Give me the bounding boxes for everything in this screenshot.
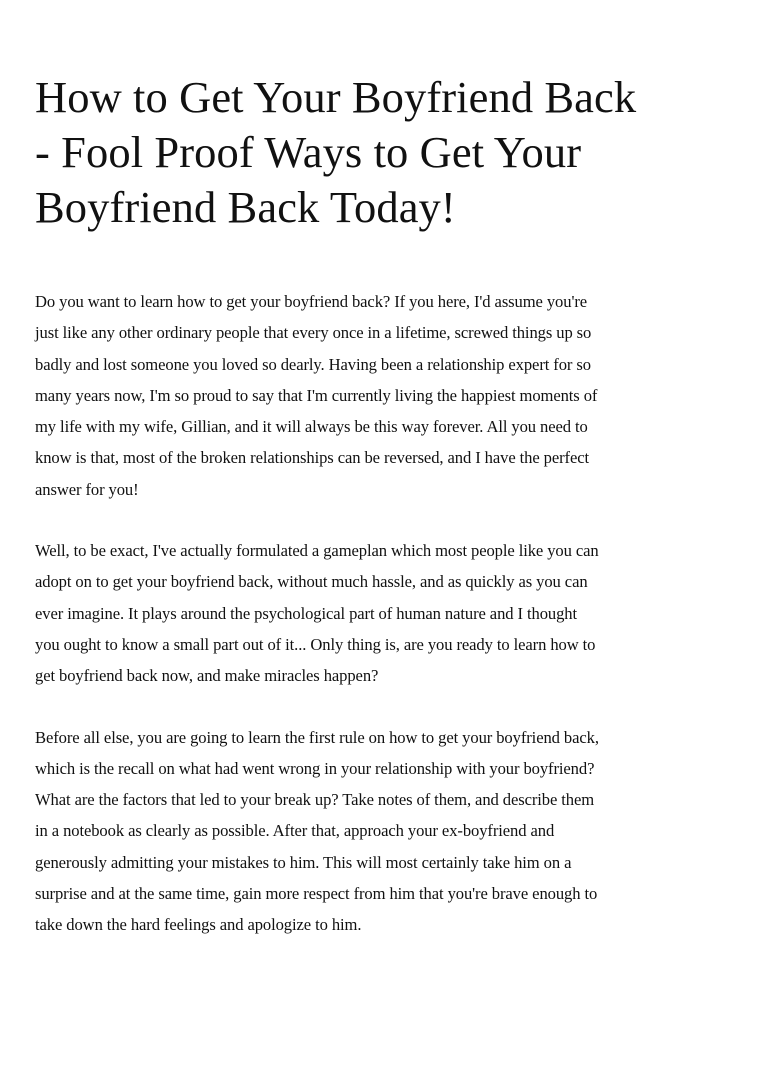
document-title <box>35 70 715 235</box>
title-line-2: - Fool Proof Ways to Get Your <box>35 127 582 177</box>
paragraph-3-line-6: surprise and at the same time, gain more respect from him that you're brave enough to <box>35 884 598 904</box>
paragraph-2-line-2: adopt on to get your boyfriend back, without much hassle, and as quickly as you can <box>35 572 588 592</box>
paragraph-1-line-7: answer for you! <box>35 479 139 499</box>
paragraph-3-line-4: in a notebook as clearly as possible. After that, approach your ex-boyfriend and <box>35 821 555 841</box>
paragraph-2-line-4: you ought to know a small part out of it... Only thing is, are you ready to learn how to <box>35 634 596 654</box>
paragraph-1-line-1: Do you want to learn how to get your boyfriend back? If you here, I'd assume you're <box>35 292 588 311</box>
document-page <box>35 70 715 971</box>
paragraph-1-line-4: many years now, I'm so proud to say that I'm currently living the happiest moments of <box>35 385 598 405</box>
paragraph-3-line-1: Before all else, you are going to learn the first rule on how to get your boyfriend back, <box>35 727 599 747</box>
paragraph-1-line-6: know is that, most of the broken relationships can be reversed, and I have the perfect <box>35 448 590 468</box>
paragraph-1 <box>35 286 715 505</box>
paragraph-3-line-2: which is the recall on what had went wrong in your relationship with your boyfriend? <box>35 758 595 778</box>
paragraph-3-line-5: generously admitting your mistakes to him. This will most certainly take him on a <box>35 852 572 872</box>
document-body <box>35 286 715 941</box>
paragraph-1-line-3: badly and lost someone you loved so dearly. Having been a relationship expert for so <box>35 354 591 374</box>
paragraph-2 <box>35 535 715 691</box>
paragraph-1-line-5: my life with my wife, Gillian, and it will always be this way forever. All you need to <box>35 417 588 437</box>
paragraph-2-line-1: Well, to be exact, I've actually formulated a gameplan which most people like you can <box>35 541 599 561</box>
paragraph-2-line-3: ever imagine. It plays around the psychological part of human nature and I thought <box>35 603 577 623</box>
paragraph-3 <box>35 722 715 941</box>
paragraph-1-line-2: just like any other ordinary people that every once in a lifetime, screwed things up so <box>35 323 592 343</box>
paragraph-3-line-7: take down the hard feelings and apologize to him. <box>35 915 362 935</box>
title-line-1: How to Get Your Boyfriend Back <box>35 72 637 122</box>
title-line-3: Boyfriend Back Today! <box>35 182 456 232</box>
paragraph-2-line-5: get boyfriend back now, and make miracles happen? <box>35 666 379 686</box>
paragraph-3-line-3: What are the factors that led to your break up? Take notes of them, and describe them <box>35 790 595 810</box>
